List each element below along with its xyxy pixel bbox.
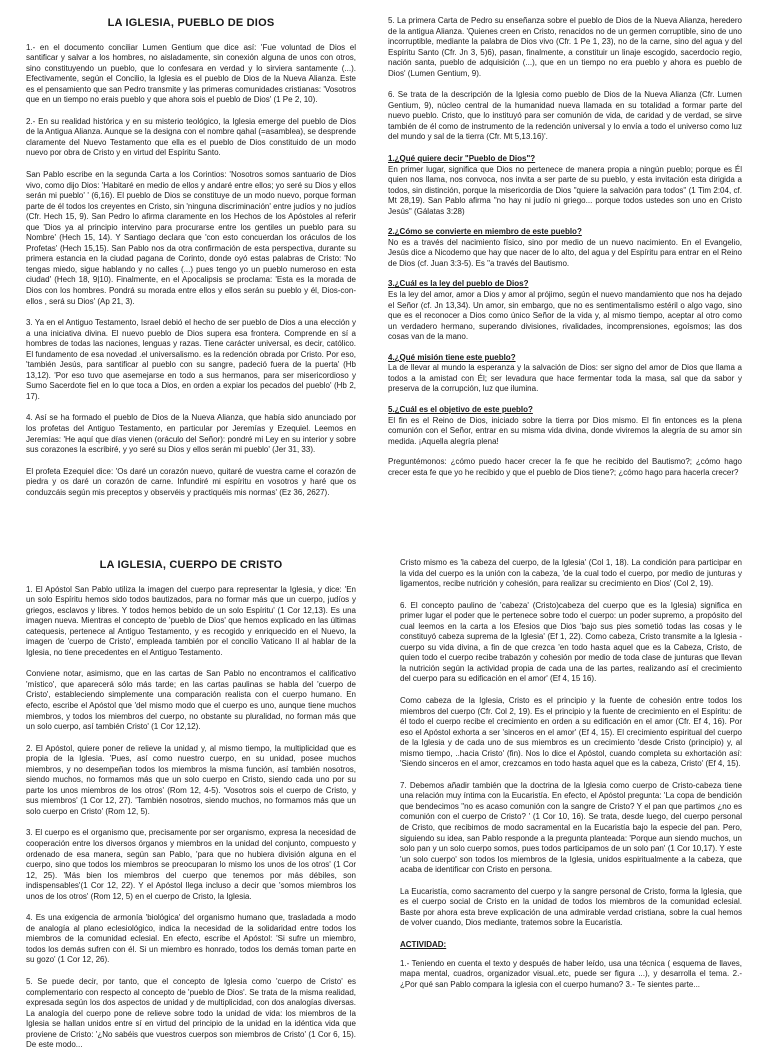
- cuerpo-right-column: [400, 558, 742, 1024]
- answer-text: No es a través del nacimiento físico, sino por medio de un nuevo nacimiento. En el Evangelio, Jesús dice a Nicodemo que hay que nacer de lo alto, del agua y del Espíritu para entrar en el Reino de Dios (cf. Juan 3:3-5). Es "a través del Bautismo.: [388, 237, 742, 268]
- answer-text: El fin es el Reino de Dios, iniciado sobre la tierra por Dios mismo. El fin entonces es la plena comunión con el Señor, entrar en su misma vida divina, donde viviremos la alegría de su amor sin medida. ¡Aquella alegría plena!: [388, 415, 742, 446]
- paragraph: 2. El Apóstol, quiere poner de relieve la unidad y, al mismo tiempo, la multiplicidad que es propia de la Iglesia. 'Pues, así como nuestro cuerpo, en su unidad, posee muchos miembros, y no desempeñan todos los miembros la misma función, así también nosotros, siendo muchos, no formamos más que un solo cuerpo en Cristo, siendo cada uno por su parte los unos miembros de los otros' (Rom 12, 4-5). 'Vosotros sois el cuerpo de Cristo, y sus miembros' (1 Cor 12, 27). 'También nosotros, siendo muchos, no formamos más que un solo cuerpo en Cristo' (Rom 12, 5).: [26, 743, 356, 816]
- paragraph: 2.- En su realidad histórica y en su misterio teológico, la Iglesia emerge del pueblo de Dios de la Antigua Alianza. Aunque se la designa con el nombre qahal (=asamblea), se desprende claramente del Nuevo Testamento que ella es el pueblo de Dios constituido de un modo nuevo por obra de Cristo y en virtud del Espíritu Santo.: [26, 116, 356, 158]
- paragraph: Como cabeza de la Iglesia, Cristo es el principio y la fuente de cohesión entre todos los miembros del cuerpo (Cfr. Col 2, 19). Es el principio y la fuente de crecimiento en el Espíritu: de él todo el cuerpo recibe el crecimiento en orden a su edificación en el amor (Cfr. Ef 4, 16). Por eso el Apóstol exhorta a ser 'sinceros en el amor' (Ef 4, 15). El crecimiento espiritual del cuerpo de la Iglesia y de cada uno de sus miembros es un crecimiento 'desde Cristo (principio) y, al mismo tiempo, ..hacia Cristo' (fin). Nos lo dice el Apóstol, cuando completa su exhortación así: 'Siendo sinceros en el amor, crezcamos en todo hasta aquel que es la cabeza, Cristo' (Ef 4, 15).: [400, 696, 742, 769]
- activity-heading: ACTIVIDAD:: [400, 939, 447, 949]
- paragraph: 3. El cuerpo es el organismo que, precisamente por ser organismo, expresa la necesidad de cooperación entre los diversos órganos y miembros en la unidad del conjunto, compuesto y ordenado de esa manera, según san Pablo, 'para que no hubiera división alguna en el cuerpo, sino que todos los miembros se preocuparan lo mismo los unos de los otros' (1 Cor 12, 25). 'Más bien los miembros del cuerpo que tenemos por más débiles, son indispensables'(1 Cor 12, 22). Y el Apóstol llega incluso a decir que 'somos miembros los unos de los otros' (Rom 12, 5) en el cuerpo de Cristo, la Iglesia.: [26, 828, 356, 901]
- paragraph: 4. Así se ha formado el pueblo de Dios de la Nueva Alianza, que había sido anunciado por los profetas del Antiguo Testamento, en particular por Jeremías y Ezequiel. Leemos en Jeremías: 'He aquí que días vienen (oráculo del Señor): pondré mi Ley en su interior y sobre sus corazones la escribiré, y yo seré su Dios y ellos serán mi pueblo' (Jer 31, 33).: [26, 413, 356, 455]
- section-title-pueblo: LA IGLESIA, PUEBLO DE DIOS: [107, 17, 275, 29]
- paragraph: 1. El Apóstol San Pablo utiliza la imagen del cuerpo para representar la Iglesia, y dice: 'En un solo Espíritu hemos sido todos bautizados, para no formar más que un cuerpo, judíos y griegos, esclavos y libres. Y todos hemos bebido de un solo Espíritu' (1 Cor 12,13). Es una imagen nueva. Mientras el concepto de 'pueblo de Dios' que hemos explicado en las últimas catequesis, pertenece al Antiguo Testamento, y es recogido y enriquecido en el Nuevo, la imagen de 'cuerpo de Cristo', empleada también por el concilio Vaticano II al hablar de la Iglesia, no tiene precedentes en el Antiguo Testamento.: [26, 584, 356, 657]
- reflection-paragraph: Preguntémonos: ¿cómo puedo hacer crecer la fe que he recibido del Bautismo?; ¿cómo hago crecer esta fe que yo he recibido y que el pueblo de Dios tiene?; ¿cómo hago para hacerla crecer?: [388, 457, 742, 477]
- paragraph: Cristo mismo es 'la cabeza del cuerpo, de la Iglesia' (Col 1, 18). La condición para participar en la vida del cuerpo es la unión con la cabeza, 'de la cual todo el cuerpo, por medio de junturas y ligamentos, recibe nutrición y cohesión, para realizar su crecimiento en Dios' (Col 2, 19).: [400, 558, 742, 589]
- pueblo-right-column: [388, 16, 742, 536]
- paragraph: San Pablo escribe en la segunda Carta a los Corintios: 'Nosotros somos santuario de Dios vivo, como dijo Dios: 'Habitaré en medio de ellos y andaré entre ellos; yo seré su Dios y ellos serán mi pueblo' ' (6,16). El pueblo de Dios se constituye de un modo nuevo, porque forman parte de él todos los creyentes en Cristo, sin 'ninguna discriminación' entre judíos y no judíos (Cfr. Hech 15, 9). San Pedro lo afirma claramente en los Hechos de los Apóstoles al referir que 'Dios ya al principio intervino para procurarse entre los gentiles un pueblo para su Nombre' (Hech 15, 14). Y Santiago declara que 'con esto concuerdan los oráculos de los Profetas' (Hech 15,15). San Pablo nos da otra confirmación de esta perspectiva, durante su primera estancia en la ciudad pagana de Corinto, donde oyó estas palabras de Cristo: 'No tengas miedo, sigue hablando y no calles (...) pues tengo yo un pueblo numeroso en esta ciudad' (Hech 18, 9|10). Finalmente, en el Apocalipsis se proclama: 'Esta es la morada de Dios con los hombres. Pondrá su morada entre ellos y ellos serán su pueblo y él, Dios-con-ellos , será su Dios' (Ap 21, 3).: [26, 169, 356, 306]
- question-heading: 1.¿Qué quiere decir "Pueblo de Dios"?: [388, 154, 536, 164]
- paragraph: 5. Se puede decir, por tanto, que el concepto de Iglesia como 'cuerpo de Cristo' es complementario con respecto al concepto de 'pueblo de Dios'. Se trata de la misma realidad, expresada según los dos aspectos de unidad y de multiplicidad, con dos analogías diversas. La analogía del cuerpo pone de relieve sobre todo la unidad de vida: los miembros de la Iglesia se hallan unidos entre sí en virtud del principio de la unidad en la idéntica vida que proviene de Cristo: '¿No sabéis que vuestros cuerpos son miembros de Cristo' (1 Cor 6, 15). De este modo...: [26, 977, 356, 1050]
- paragraph: 6. Se trata de la descripción de la Iglesia como pueblo de Dios de la Nueva Alianza (Cfr. Lumen Gentium, 9), núcleo central de la humanidad nueva llamada en su totalidad a formar parte del nuevo pueblo. Cristo, que lo instituyó para ser comunión de vida, de caridad y de verdad, se sirve también de él como de instrumento de la redención universal y lo envía a todo el universo como luz del mundo y sal de la tierra (Cfr. Mt 5,13.16)'.: [388, 90, 742, 142]
- paragraph: 7. Debemos añadir también que la doctrina de la Iglesia como cuerpo de Cristo-cabeza tiene una relación muy íntima con la Eucaristía. En efecto, el Apóstol pregunta: 'La copa de bendición que bendecimos "no es acaso comunión con la sangre de Cristo? Y el pan que partimos ¿no es comunión con el cuerpo de Cristo? ' (1 Cor 10, 16). Se trata, desde luego, del cuerpo personal de Cristo, que recibimos de modo sacramental en la Eucaristía bajo la especie del pan. Pero, siguiendo su idea, san Pablo responde a la pregunta planteada: 'Porque aun siendo muchos, un solo pan y un solo cuerpo somos, pues todos participamos de un solo pan' (1 Cor 10,17). Y este 'un solo cuerpo' son todos los miembros de la Iglesia, unidos espiritualmente a la cabeza, que acaba de identificar con Cristo en persona.: [400, 780, 742, 875]
- question-heading: 3.¿Cuál es la ley del pueblo de Dios?: [388, 279, 529, 289]
- paragraph: El profeta Ezequiel dice: 'Os daré un corazón nuevo, quitaré de vuestra carne el corazón de piedra y os daré un corazón de carne. Infundiré mi espíritu en vosotros y haré que os conduzcáis según mis preceptos y observéis y practiquéis mis normas' (Ez 36, 2627).: [26, 466, 356, 497]
- paragraph: 5. La primera Carta de Pedro su enseñanza sobre el pueblo de Dios de la Nueva Alianza, heredero de la antigua Alianza. 'Quienes creen en Cristo, renacidos no de un germen corruptible, sino de uno incorruptible, mediante la palabra de Dios vivo (Cfr. 1 Pe 1, 23), no de la carne, sino del agua y del Espíritu Santo (Cfr. Jn 3, 5)6), pasan, finalmente, a constituir un linaje escogido, sacerdocio regio, nación santa, pueblo de adquisición (...), que en un tiempo no era pueblo y ahora es pueblo de Dios' (Lumen Gentium, 9).: [388, 16, 742, 78]
- paragraph: 6. El concepto paulino de 'cabeza' (Cristo)cabeza del cuerpo que es la Iglesia) significa en primer lugar el poder que le pertenece sobre todo el cuerpo: un poder supremo, a propósito del cual leemos en la carta a los Efesios que Dios 'bajo sus pies sometió todas las cosas y le constituyó cabeza suprema de la Iglesia' (Ef 1, 22). Como cabeza, Cristo transmite a la Iglesia - cuerpo su vida divina, a fin de que crezca 'en todo hasta aquel que es la Cabeza, Cristo, de quien todo el cuerpo recibe trabazón y cohesión por medio de toda clase de junturas que llevan la nutrición según la actividad propia de cada una de las partes, realizando así el crecimiento del cuerpo para su edificación en el amor' (Ef 4, 15 16).: [400, 600, 742, 684]
- answer-text: En primer lugar, significa que Dios no pertenece de manera propia a ningún pueblo; porque es Él quien nos llama, nos convoca, nos invita a ser parte de su pueblo, y esta invitación esta dirigida a todos, sin distinción, porque la misericordia de Dios "quiere la salvación para todos" (1 Tim 2:04, cf. Mt 28,19). San Pablo afirma "no hay ni judío ni griego... porque todos ustedes son uno en Cristo Jesús" (Gálatas 3:28): [388, 164, 742, 216]
- question-heading: 2.¿Cómo se convierte en miembro de este pueblo?: [388, 227, 582, 237]
- paragraph: 4. Es una exigencia de armonía 'biológica' del organismo humano que, trasladada a modo de analogía al plano eclesiológico, indica la necesidad de la solidaridad entre todos los miembros de la comunidad eclesial. En efecto, escribe el Apóstol: 'Si sufre un miembro, todos los demás sufren con él. Si un miembro es honrado, todos los demás toman parte en su gozo' (1 Cor 12, 26).: [26, 913, 356, 965]
- answer-text: Es la ley del amor, amor a Dios y amor al prójimo, según el nuevo mandamiento que nos ha dejado el Señor (cf. Jn 13,34). Un amor, sin embargo, que no es sentimentalismo estéril o algo vago, sino que es el reconocer a Dios como único Señor de la vida y, al mismo tiempo, aceptar al otro como un verdadero hermano, superando divisiones, rivalidades, incomprensiones, egoísmos; las dos cosas van de la mano.: [388, 290, 742, 342]
- section-title-cuerpo: LA IGLESIA, CUERPO DE CRISTO: [99, 559, 283, 571]
- paragraph: Conviene notar, asimismo, que en las cartas de San Pablo no encontramos el calificativo 'místico', que aparecerá sólo más tarde; en las cartas paulinas se habla del 'cuerpo de Cristo', estableciendo simplemente una comparación realista con el cuerpo humano. En efecto, escribe el Apóstol que 'del mismo modo que el cuerpo es uno, aunque tiene muchos miembros, y todos los miembros del cuerpo, no obstante su pluralidad, no forman más que un solo cuerpo, así también Cristo' (1 Cor 12,12).: [26, 669, 356, 732]
- question-heading: 4.¿Qué misión tiene este pueblo?: [388, 352, 516, 362]
- paragraph: La Eucaristía, como sacramento del cuerpo y la sangre personal de Cristo, forma la Iglesia, que es el cuerpo social de Cristo en la unidad de todos los miembros de la comunidad eclesial. Baste por ahora esta breve explicación de una admirable verdad cristiana, sobre la cual hemos de volver cuando, Dios mediante, tratemos sobre la Eucaristía.: [400, 886, 742, 928]
- pueblo-left-column: [26, 16, 356, 536]
- paragraph: 3. Ya en el Antiguo Testamento, Israel debió el hecho de ser pueblo de Dios a una elección y a una iniciativa divina. El nuevo pueblo de Dios supera esa frontera. Comprende en sí a hombres de todas las naciones, lenguas y razas. Tiene carácter universal, es decir, católico. El fundamento de esa novedad .el universalismo. es la redención obrada por Cristo. Por eso, 'también Jesús, para santificar al pueblo con su sangre, padeció fuera de la puerta' (Hb 13,12). 'Por eso tuvo que asemejarse en todo a sus hermanos, para ser misericordioso y Sumo Sacerdote fiel en lo que toca a Dios, en orden a expiar los pecados del pueblo' (Hb 2, 17).: [26, 318, 356, 401]
- activity-text: 1.- Teniendo en cuenta el texto y después de haber leído, usa una técnica ( esquema de llaves, mapa mental, cuadros, organizador visual..etc, puede ser figura ...), y desarrolla el tema. 2.- ¿Por qué san Pablo compara la iglesia con el cuerpo humano? 3.- Te sientes parte...: [400, 958, 742, 989]
- question-heading: 5.¿Cuál es el objetivo de este pueblo?: [388, 404, 533, 414]
- paragraph: 1.- en el documento conciliar Lumen Gentium que dice así: 'Fue voluntad de Dios el santificar y salvar a los hombres, no aisladamente, sin conexión alguna de unos con otros, sino constituyendo un pueblo, que lo confesara en verdad y lo sirviera santamente (...). Efectivamente, según el Concilio, la Iglesia es el pueblo de Dios de la Nueva Alianza. Este es el pensamiento que san Pedro transmite y las primeras comunidades cristianas: 'Vosotros que en un tiempo no erais pueblo y que ahora sois el pueblo de Dios' (1 Pe 2, 10).: [26, 42, 356, 105]
- answer-text: La de llevar al mundo la esperanza y la salvación de Dios: ser signo del amor de Dios que llama a todos a la amistad con Él; ser levadura que hace fermentar toda la masa, sal que da sabor y preserva de la corrupción, luz que ilumina.: [388, 363, 742, 394]
- cuerpo-left-column: [26, 558, 356, 1050]
